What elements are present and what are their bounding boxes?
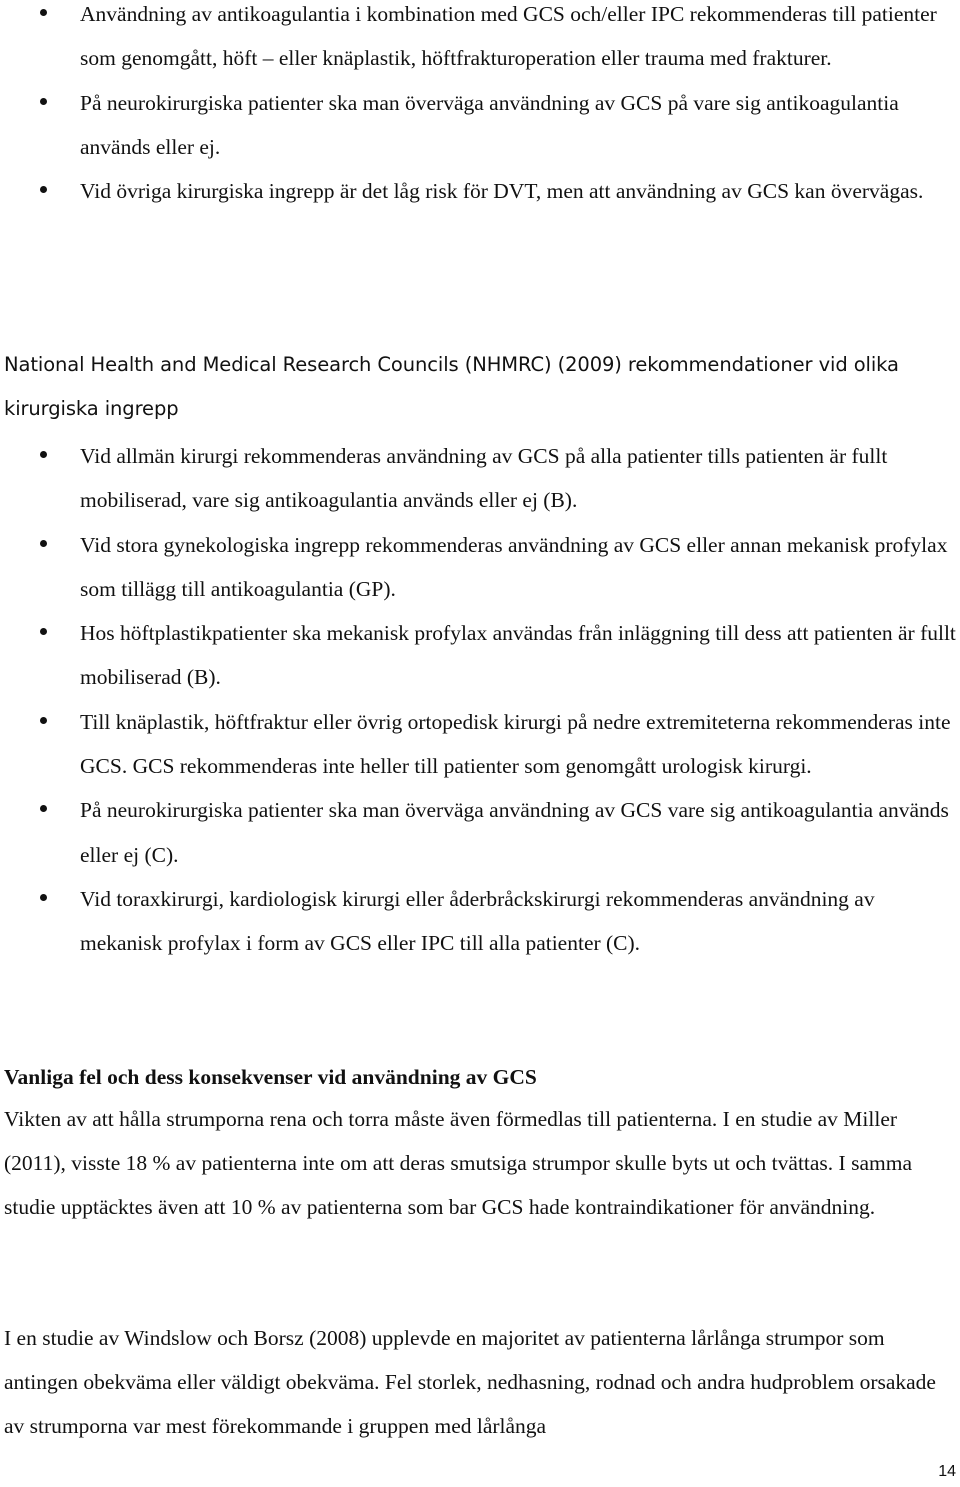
list-item [0,434,960,523]
list-item-text: Vid övriga kirurgiska ingrepp är det låg risk för DVT, men att användning av GCS kan övervägas. [80,179,924,204]
list-item-text: På neurokirurgiska patienter ska man överväga användning av GCS vare sig antikoagulantia används eller ej (C). [80,798,949,867]
nhmrc-heading: National Health and Medical Research Councils (NHMRC) (2009) rekommendationer vid olika kirurgiska ingrepp [4,353,899,420]
list-item [0,0,960,81]
bullet-icon [40,540,47,547]
bullet-icon [40,451,47,458]
list-item-text: Hos höftplastikpatienter ska mekanisk profylax användas från inläggning till dess att patienten är fullt mobiliserad (B). [80,621,956,690]
list-item [0,169,960,213]
bullet-icon [40,805,47,812]
list-item [0,611,960,700]
bullet-icon [40,186,47,193]
bullet-list-nhmrc [0,434,960,966]
list-item-text: Användning av antikoagulantia i kombination med GCS och/eller IPC rekommenderas till patienter som genomgått, höft – eller knäplastik, höftfrakturoperation eller trauma med frakturer. [80,2,937,71]
list-item [0,523,960,612]
list-item [0,81,960,170]
list-item-text: Till knäplastik, höftfraktur eller övrig ortopedisk kirurgi på nedre extremiteterna rekommenderas inte GCS. GCS rekommenderas inte heller till patienter som genomgått urologisk kirurgi. [80,709,951,779]
list-item-text: Vid allmän kirurgi rekommenderas användning av GCS på alla patienter tills patienten är fullt mobiliserad, vare sig antikoagulantia används eller ej (B). [80,444,888,513]
list-item [0,788,960,877]
bullet-icon [40,894,47,901]
bullet-icon [40,98,47,105]
bullet-list-gcs-recommendations [0,0,960,213]
list-item-text: Vid stora gynekologiska ingrepp rekommenderas användning av GCS eller annan mekanisk profylax som tillägg till antikoagulantia (GP). [80,532,948,601]
paragraph-miller-study: Vikten av att hålla strumporna rena och torra måste även förmedlas till patienterna. I en studie av Miller (2011), visste 18 % av patienterna inte om att deras smutsiga strumpor skulle byts ut och tvättas. I samma studie upptäcktes även att 10 % av patienterna som bar GCS hade kontraindikationer för användning. [4,1107,912,1219]
list-item-text: På neurokirurgiska patienter ska man överväga användning av GCS på vare sig antikoagulantia används eller ej. [80,90,899,159]
bullet-icon [40,717,47,724]
paragraph-windslow-study: I en studie av Windslow och Borsz (2008) upplevde en majoritet av patienterna lårlånga strumpor som antingen obekväma eller väldigt obekväma. Fel storlek, nedhasning, rodnad och andra hudproblem orsakade av strumporna var mest förekommande i gruppen med lårlånga [4,1326,936,1438]
list-item [0,877,960,966]
section-heading: Vanliga fel och dess konsekvenser vid användning av GCS [4,1065,537,1089]
bullet-icon [40,628,47,635]
list-item [0,700,960,789]
list-item-text: Vid toraxkirurgi, kardiologisk kirurgi eller åderbråckskirurgi rekommenderas användning av mekanisk profylax i form av GCS eller IPC till alla patienter (C). [80,886,875,956]
page-number: 14 [938,1463,956,1480]
bullet-icon [40,9,47,16]
